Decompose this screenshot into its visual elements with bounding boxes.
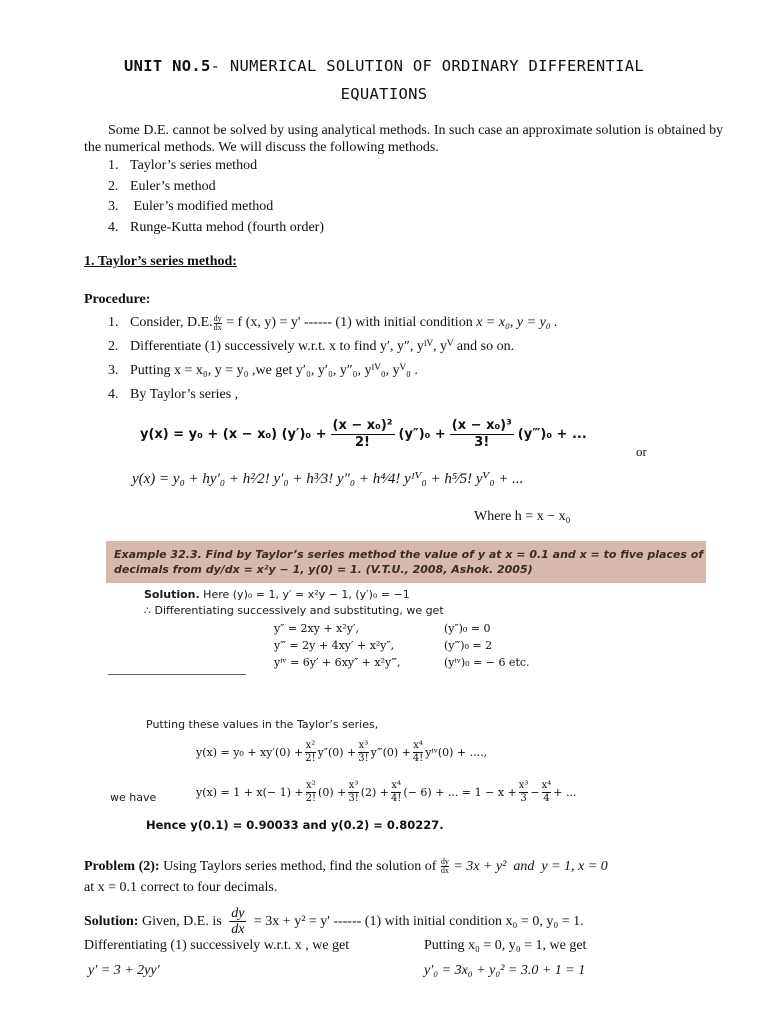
example-result-1: (y″)₀ = 0	[444, 622, 491, 635]
list-item: 4. Runge-Kutta mehod (fourth order)	[108, 219, 324, 235]
title-line1: - NUMERICAL SOLUTION OF ORDINARY DIFFERENTIAL	[210, 57, 645, 75]
list-item: 2. Euler’s method	[108, 178, 216, 194]
unit-number: UNIT NO.5	[123, 57, 211, 75]
page-title	[60, 52, 708, 108]
example-eq-2: y‴ = 2y + 4xy′ + x²y″,	[274, 639, 395, 652]
divider-line	[108, 674, 246, 675]
step-3: 3. Putting x = x₀, y = y₀ ,we get y′₀, y′₀, y″₀, yᴵⱽ₀, yⱽ₀ .	[108, 363, 418, 379]
example-result-3: (yⁱᵛ)₀ = − 6 etc.	[444, 656, 530, 669]
procedure-heading: Procedure:	[84, 292, 151, 307]
example-diff-line: ∴ Differentiating successively and substituting, we get	[144, 604, 444, 617]
example-solution-line: Solution. Here (y)₀ = 1, y′ = x²y − 1, (y′)₀ = −1	[144, 588, 410, 601]
problem-2-diff-line: Differentiating (1) successively w.r.t. x , we get	[84, 938, 350, 953]
problem-2: Problem (2): Using Taylors series method, find the solution of $\frac{dy}{dx}$ = 3x + y² and y = 1, x = 0 at x = 0.1 correct to four decimals.	[84, 857, 608, 895]
title-line2: EQUATIONS	[340, 85, 428, 103]
taylor-series-h-formula: y(x) = y₀ + hy′₀ + h²⁄2! y′₀ + h³⁄3! y″₀ + h⁴⁄4! yᴵⱽ₀ + h⁵⁄5! yⱽ₀ + ...	[132, 471, 524, 487]
taylor-series-formula: y(x) = y₀ + (x − x₀) (y′)₀ + $\frac{\text{(x − x₀)²}}{2!}$ (y″)₀ + $\frac{\text{(x − x₀)³}}{3!}$ (y‴)₀ + ...	[140, 418, 587, 451]
dy-dx-fraction: $\frac{dy}{dx}$	[213, 313, 222, 332]
example-result-2: (y‴)₀ = 2	[444, 639, 493, 652]
procedure-steps	[108, 311, 728, 407]
step-4: 4. By Taylor’s series ,	[108, 387, 239, 403]
where-h-definition: Where h = x − x₀	[474, 509, 571, 524]
problem-2-solution: Solution: Given, D.E. is $\frac{dy}{dx}$ = 3x + y² = y' ------ (1) with initial condition x₀ = 0, y₀ = 1.	[84, 906, 584, 937]
problem-2-y-prime: y′ = 3 + 2yy′	[88, 963, 160, 978]
list-item: 1. Taylor’s series method	[108, 158, 258, 173]
list-item: 3. Euler’s modified method	[108, 199, 274, 214]
methods-list	[108, 157, 708, 239]
problem-2-y0-prime: y′₀ = 3x₀ + y₀² = 3.0 + 1 = 1	[424, 963, 586, 978]
example-putting-line: Putting these values in the Taylor’s series,	[146, 718, 379, 731]
we-have-label: we have	[110, 791, 157, 804]
example-eq-3: yⁱᵛ = 6y′ + 6xy″ + x²y‴,	[274, 656, 401, 669]
example-taylor-general: y(x) = y₀ + xy′(0) + $\frac{\text{x²}}{2!}$ y″(0) + $\frac{\text{x³}}{3!}$ y‴(0) + $\frac{\text{x⁴}}{4!}$ yⁱᵛ(0) + ....,	[196, 740, 488, 764]
example-heading: Example 32.3. Find by Taylor’s series method the value of y at x = 0.1 and x = to five places of decimals from dy/dx = x²y − 1, y(0) = 1. (V.T.U., 2008, Ashok. 2005)	[114, 548, 704, 576]
step-2: 2. Differentiate (1) successively w.r.t. x to find y′, y″, yᴵⱽ, yⱽ and so on.	[108, 339, 515, 355]
intro-paragraph: Some D.E. cannot be solved by using analytical methods. In such case an approximate solution is obtained by the numerical methods. We will discuss the following methods.	[84, 123, 724, 155]
section-heading-taylor: 1. Taylor’s series method:	[84, 254, 237, 269]
example-taylor-substituted: y(x) = 1 + x(− 1) + $\frac{\text{x²}}{2!}$ (0) + $\frac{\text{x³}}{3!}$ (2) + $\frac{\text{x⁴}}{4!}$ (− 6) + ... = 1 − x + $\frac{\text{x³}}{3}$ − $\frac{\text{x⁴}}{4}$ + ...	[196, 780, 577, 804]
step-1: 1. Consider, D.E. $\frac{dy}{dx}$ = f (x, y) = y' ------ (1) with initial condition x = x₀, y = y₀ .	[108, 313, 558, 332]
or-label: or	[636, 444, 647, 459]
example-hence-result: Hence y(0.1) = 0.90033 and y(0.2) = 0.80227.	[146, 818, 444, 832]
example-eq-1: y″ = 2xy + x²y′,	[274, 622, 359, 635]
problem-2-putting-line: Putting x₀ = 0, y₀ = 1, we get	[424, 938, 587, 953]
